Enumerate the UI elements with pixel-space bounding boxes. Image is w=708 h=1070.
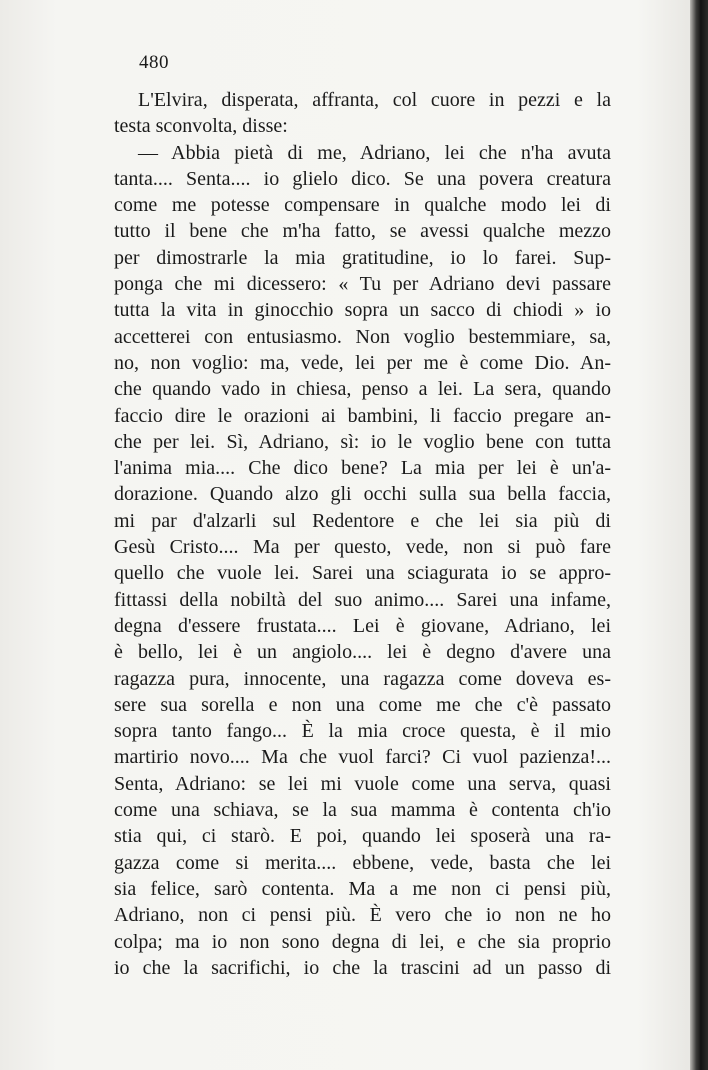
text-line: io che la sacrifichi, io che la trascini ad un passo di [114, 956, 611, 979]
text-line: ponga che mi dicessero: « Tu per Adriano devi passare [114, 273, 611, 296]
text-line: sia felice, sarò contenta. Ma a me non ci pensi più, [114, 877, 611, 900]
text-line: l'anima mia.... Che dico bene? La mia per lei è un'a- [114, 457, 611, 480]
body-text [114, 87, 611, 981]
text-line: dorazione. Quando alzo gli occhi sulla sua bella faccia, [114, 483, 611, 506]
text-line: tutta la vita in ginocchio sopra un sacco di chiodi » io [114, 299, 611, 322]
text-line: come una schiava, se la sua mamma è contenta ch'io [114, 799, 611, 822]
text-line: sere sua sorella e non una come me che c'è passato [114, 693, 611, 716]
text-line: colpa; ma io non sono degna di lei, e che sia proprio [114, 930, 611, 953]
text-line: accetterei con entusiasmo. Non voglio bestemmiare, sa, [114, 325, 611, 348]
text-line: tanta.... Senta.... io glielo dico. Se una povera creatura [114, 167, 611, 190]
text-line: Gesù Cristo.... Ma per questo, vede, non si può fare [114, 536, 611, 559]
page-number: 480 [139, 52, 169, 73]
text-line: — Abbia pietà di me, Adriano, lei che n'ha avuta [138, 141, 611, 164]
text-line: martirio novo.... Ma che vuol farci? Ci vuol pazienza!... [114, 746, 611, 769]
text-line: Adriano, non ci pensi più. È vero che io non ne ho [114, 904, 611, 927]
text-line: faccio dire le orazioni ai bambini, li faccio pregare an- [114, 404, 611, 427]
text-line: che per lei. Sì, Adriano, sì: io le voglio bene con tutta [114, 430, 611, 453]
text-line: quello che vuole lei. Sarei una sciagurata io se appro- [114, 562, 611, 585]
text-line: tutto il bene che m'ha fatto, se avessi qualche mezzo [114, 220, 611, 243]
text-line: fittassi della nobiltà del suo animo.... Sarei una infame, [114, 588, 611, 611]
page-edge-shadow [690, 0, 708, 1070]
text-line: sopra tanto fango... È la mia croce questa, è il mio [114, 720, 611, 743]
text-line: L'Elvira, disperata, affranta, col cuore in pezzi e la [138, 89, 611, 111]
text-line: per dimostrarle la mia gratitudine, io lo farei. Sup- [114, 246, 611, 269]
text-line: ragazza pura, innocente, una ragazza come doveva es- [114, 667, 611, 690]
text-line: degna d'essere frustata.... Lei è giovane, Adriano, lei [114, 614, 611, 637]
text-line: mi par d'alzarli sul Redentore e che lei sia più di [114, 509, 611, 532]
text-line: testa sconvolta, disse: [114, 115, 288, 138]
text-line: gazza come si merita.... ebbene, vede, basta che lei [114, 851, 611, 874]
text-line: stia qui, ci starò. E poi, quando lei sposerà una ra- [114, 825, 611, 848]
text-line: Senta, Adriano: se lei mi vuole come una serva, quasi [114, 772, 611, 795]
text-line: che quando vado in chiesa, penso a lei. La sera, quando [114, 378, 611, 401]
text-line: no, non voglio: ma, vede, lei per me è come Dio. An- [114, 351, 611, 374]
text-line: come me potesse compensare in qualche modo lei di [114, 194, 611, 217]
text-line: è bello, lei è un angiolo.... lei è degno d'avere una [114, 641, 611, 664]
